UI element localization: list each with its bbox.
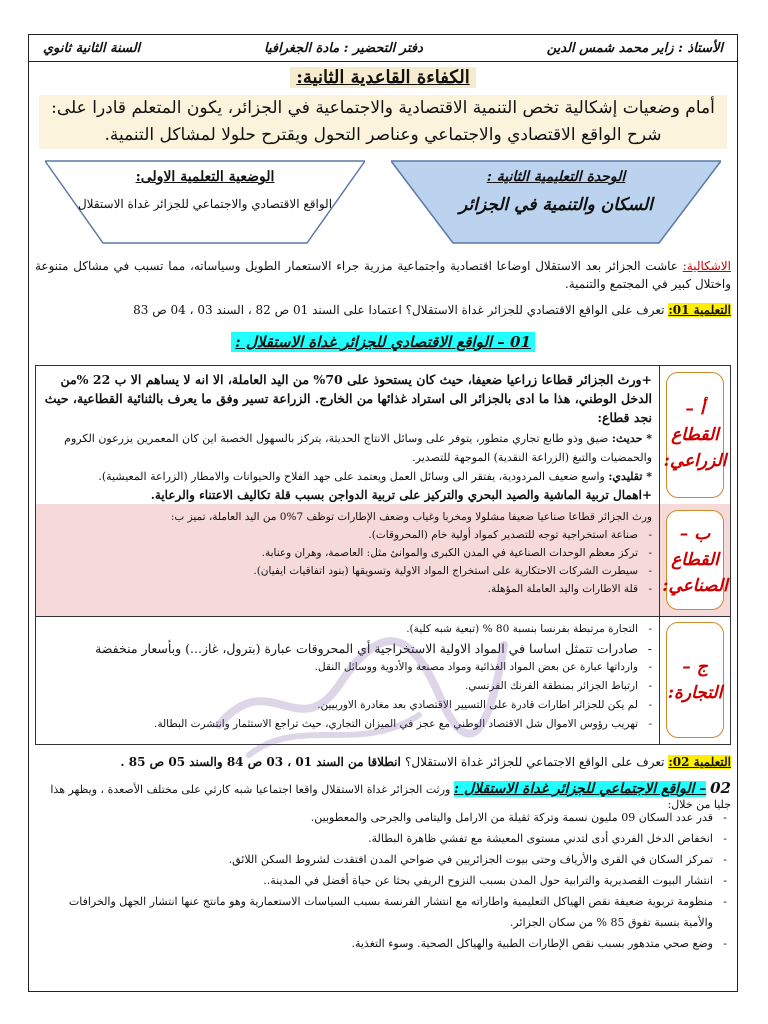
agriculture-traditional-label: * تقليدي: xyxy=(608,470,652,483)
trade-side-box xyxy=(666,622,724,738)
social-list xyxy=(39,807,727,954)
situation-label: الوضعية التعلمية الاولى: xyxy=(135,169,275,185)
problem-text: عاشت الجزائر بعد الاستقلال اوضاعا اقتصادية واجتماعية مزرية جراء الاستعمار الطويل وسياساته، مما تسبب في مشاكل متنوعة واختلال كبير في المجتمع والتنمية. xyxy=(35,259,731,291)
agriculture-side-box xyxy=(663,372,727,498)
section-2-title: – الواقع الاجتماعي للجزائر غداة الاستقلال : xyxy=(453,781,707,797)
agriculture-modern-label: * حديث: xyxy=(611,432,652,445)
banners xyxy=(45,159,721,251)
section-1-heading xyxy=(29,333,737,351)
document-page xyxy=(28,34,738,992)
list-item: - وارداتها عبارة عن بعض المواد الغذائية ومواد مصنعة والأدوية ووسائل النقل. xyxy=(44,658,652,677)
problem-statement xyxy=(35,257,731,293)
industry-side-letter: ب – xyxy=(679,524,711,544)
situation-banner xyxy=(45,159,365,245)
agriculture-side-letter: أ – xyxy=(685,399,705,419)
agriculture-row xyxy=(36,366,730,505)
competency-title: الكفاءة القاعدية الثانية: xyxy=(290,67,476,88)
agriculture-traditional-text: واسع ضعيف المردودية، يفتقر الى وسائل العمل ويعتمد على جهد الفلاح والحيوانات والامطار (الزراعة المعيشية). xyxy=(98,470,609,483)
trade-side-letter: ج – xyxy=(682,657,708,677)
task-2-text: تعرف على الواقع الاجتماعي للجزائر غداة الاستقلال؟ xyxy=(405,755,669,769)
task-1-text: تعرف على الواقع الاقتصادي للجزائر غداة الاستقلال؟ اعتمادا على السند 01 ص 82 ، السند 03 ، 04 ص 83 xyxy=(133,303,669,317)
task-2 xyxy=(35,755,731,769)
industry-row xyxy=(36,504,730,617)
industry-list xyxy=(44,526,652,598)
list-item: - انتشار البيوت القصديرية والترابية حول المدن بسبب النزوح الريفي بحثا عن حياة أفضل في المدينة.. xyxy=(39,870,727,891)
school-year: السنة الثانية ثانوي xyxy=(43,40,141,56)
industry-side-box xyxy=(662,510,728,610)
trade-body xyxy=(36,616,660,744)
industry-intro: ورث الجزائر قطاعا صناعيا ضعيفا مشلولا ومخربا وغياب وضعف الإطارات توظف 7%0 من اليد العاملة، تميز ب: xyxy=(170,511,652,523)
page-header xyxy=(29,35,737,62)
agriculture-modern-text: ضيق وذو طابع تجاري متطور، يتوفر على وسائل الانتاج الحديثة، يتركز بالسهول الخصبة اين كان المعمرين يزرعون الكروم والحمضيات والتبغ (الزراعة النقدية) الموجهة للتصدير. xyxy=(64,432,652,464)
economy-table xyxy=(35,365,731,745)
agriculture-side-word2: الزراعي: xyxy=(663,451,727,471)
list-item: - صادرات تتمثل اساسا في المواد الاولية الاستخراجية أي المحروقات عبارة (بترول، غاز...) وبأسعار منخفضة xyxy=(44,639,652,658)
list-item: - انخفاض الدخل الفردي أدى لتدني مستوى المعيشة مع تفشي ظاهرة البطالة. xyxy=(39,828,727,849)
list-item: - تركز معظم الوحدات الصناعية في المدن الكبرى والموانئ مثل: العاصمة، وهران وعنابة. xyxy=(44,544,652,562)
agriculture-para-1: +ورث الجزائر قطاعا زراعيا ضعيفا، حيث كان يستحوذ على 70% من اليد العاملة، الا انه لا يساهم الا ب 22 %من الدخل الوطني، هذا ما ادى بالجزائر الى استراد غذائها من الخارج. الزراعة تسير وفق ما يعرف بالثنائية القطاعية، حيث نجد قطاع: xyxy=(44,372,652,425)
list-item: - التجارة مرتبطة بفرنسا بنسبة 80 % (تبعية شبه كلية). xyxy=(44,620,652,639)
list-item: - تهريب رؤوس الاموال شل الاقتصاد الوطني مع عجز في الميزان التجاري، حيث تراجع الاستثمار وانتشرت البطالة. xyxy=(44,715,652,734)
industry-side-word1: القطاع xyxy=(671,550,719,570)
agriculture-traditional xyxy=(44,467,652,486)
list-item: - وضع صحي متدهور بسبب نقص الإطارات الطبية والهياكل الصحية. وسوء التغذية. xyxy=(39,933,727,954)
section-1-title: 01 – الواقع الاقتصادي للجزائر غداة الاستقلال : xyxy=(231,332,535,352)
section-2-number: 02 xyxy=(710,779,731,797)
list-item: - صناعة استخراجية توجه للتصدير كمواد أولية خام (المحروقات). xyxy=(44,526,652,544)
industry-side-word2: الصناعي: xyxy=(662,576,728,596)
unit-title: السكان والتنمية في الجزائر xyxy=(459,195,653,215)
task-2-label: التعلمية 02: xyxy=(668,755,731,769)
teacher-name: الأستاذ : زاير محمد شمس الدين xyxy=(546,40,723,56)
trade-row xyxy=(36,616,730,744)
list-item: - منظومة تربوية ضعيفة نقص الهياكل التعليمية واطاراته مع انتشار الفرنسة بسبب السياسات الاستعمارية وهو مانتج عنها انتشار الجهل والخرافات والأمية بنسبة تفوق 85 % من سكان الجزائر. xyxy=(39,891,727,933)
industry-side xyxy=(659,504,730,616)
unit-banner xyxy=(391,159,721,245)
competency-title-row xyxy=(29,67,737,88)
competency-text: أمام وضعيات إشكالية تخص التنمية الاقتصادية والاجتماعية في الجزائر، يكون المتعلم قادرا على: شرح الواقع الاقتصادي والاجتماعي وعناصر التحول ويقترح حلولا لمشاكل التنمية. xyxy=(39,95,727,149)
task-1 xyxy=(35,303,731,317)
agriculture-para-2: +اهمال تربية الماشية والصيد البحري والتركيز على تربية الدواجن بسبب قلة تكاليف الاعتناء والرعاية. xyxy=(150,488,652,502)
agriculture-side-word1: القطاع xyxy=(671,425,719,445)
trade-side xyxy=(659,616,730,744)
list-item: - سيطرت الشركات الاحتكارية على استخراج المواد الاولية وتسويقها (بنود اتفاقيات ايفيان). xyxy=(44,562,652,580)
agriculture-side xyxy=(659,366,730,504)
list-item: - تمركز السكان في القرى والأرياف وحتى بيوت الجزائريين في ضواحي المدن افتقدت لشروط السكن اللائق. xyxy=(39,849,727,870)
task-1-label: التعلمية 01: xyxy=(668,303,731,317)
list-item: - لم يكن للجزائر اطارات قادرة على التسيير الاقتصادي بعد مغادرة الاوربيين. xyxy=(44,696,652,715)
book-title: دفتر التحضير : مادة الجغرافيا xyxy=(263,40,423,56)
problem-label: الاشكالية: xyxy=(682,259,731,273)
agriculture-modern xyxy=(44,429,652,467)
list-item: - قلة الاطارات واليد العاملة المؤهلة. xyxy=(44,580,652,598)
task-2-sources: انطلاقا من السند 01 ، 03 ص 84 والسند 05 ص 85 . xyxy=(120,755,405,769)
list-item: - ارتباط الجزائر بمنطقة الفرنك الفرنسي. xyxy=(44,677,652,696)
trade-side-word: التجارة: xyxy=(667,683,723,703)
trade-list xyxy=(44,620,652,734)
section-2-intro: ورثت الجزائر غداة الاستقلال واقعا اجتماعيا شبه كارثي على مختلف الأصعدة ، ويظهر هذا جليا من خلال: xyxy=(50,783,731,811)
industry-body xyxy=(36,504,660,616)
unit-label: الوحدة التعليمية الثانية : xyxy=(486,169,626,185)
situation-title: الواقع الاقتصادي والاجتماعي للجزائر غداة الاستقلال xyxy=(77,197,333,211)
list-item: - قدر عدد السكان 09 مليون نسمة وتركة ثقيلة من الارامل واليتامى والجرحى والمعطوبين. xyxy=(39,807,727,828)
agriculture-body xyxy=(36,366,660,504)
